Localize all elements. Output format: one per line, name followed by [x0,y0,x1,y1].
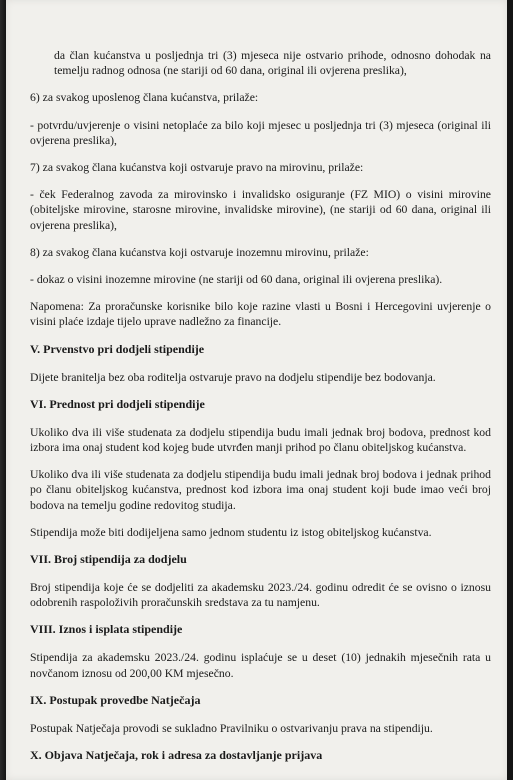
item-8-foreign-pension: 8) za svakog člana kućanstva koji ostvaruje inozemnu mirovinu, prilaže: [30,245,369,259]
item-8-foreign-pension-proof: - dokaz o visini inozemne mirovine (ne stariji od 60 dana, original ili ovjerena preslika). [30,273,443,287]
item-6-employed-member: 6) za svakog uposlenog člana kućanstva, prilaže: [30,91,259,105]
document-page [6,0,507,780]
paragraph-unemployed-member: da član kućanstva u posljednja tri (3) mjeseca nije ostvario prihode, odnosno dohodak na temelju radnog odnosa (ne stariji od 60 dana, original ili ovjerena preslika), [54,49,491,78]
paragraph-procedure: Postupak Natječaja provodi se sukladno Pravilniku o ostvarivanju prava na stipendiju. [30,721,433,735]
paragraph-amount: Stipendija za akademsku 2023./24. godinu isplaćuje se u deset (10) jednakih mjesečnih rata u novčanom iznosu od 200,00 KM mjesečno. [30,651,491,680]
paragraph-advantage-study-year: Ukoliko dva ili više studenata za dodjelu stipendija budu imali jednak broj bodova i jednak prihod po članu obiteljskog kućanstva, prednost kod izbora ima onaj student koji bude imao veći broj bodova na temelju godine redovitog studija. [30,468,491,512]
section-heading-advantage: VI. Prednost pri dodjeli stipendije [30,396,205,411]
item-7-pension-check: - ček Federalnog zavoda za mirovinsko i invalidsko osiguranje (FZ MIO) o visini mirovine (obiteljske mirovine, starosne mirovine, invalidske mirovine), (ne stariji od 60 dana, original ili ovjerena preslika), [30,188,491,232]
paragraph-priority: Dijete branitelja bez oba roditelja ostvaruje pravo na dodjelu stipendije bez bodovanja. [30,370,436,384]
item-6-salary-certificate: - potvrdu/uvjerenje o visini netoplaće za bilo koji mjesec u posljednja tri (3) mjeseca (original ili ovjerena preslika), [30,118,491,147]
note-budget-users: Napomena: Za proračunske korisnike bilo koje razine vlasti u Bosni i Hercegovini uvjerenje o visini plaće izdaje tijelo uprave nadležno za financije. [30,300,491,329]
section-heading-procedure: IX. Postupak provedbe Natječaja [30,692,201,707]
section-heading-priority: V. Prvenstvo pri dodjeli stipendije [30,341,205,356]
section-heading-number: VII. Broj stipendija za dodjelu [30,552,187,567]
section-heading-amount: VIII. Iznos i isplata stipendije [30,622,183,637]
paragraph-one-per-household: Stipendija može biti dodijeljena samo jednom studentu iz istog obiteljskog kućanstva. [30,525,432,539]
paragraph-number: Broj stipendija koje će se dodjeliti za akademsku 2023./24. godinu odredit će se ovisno o iznosu odobrenih raspoloživih proračunskih sredstava za tu namjenu. [30,581,491,610]
document-body [30,48,491,776]
paragraph-advantage-income: Ukoliko dva ili više studenata za dodjelu stipendija budu imali jednak broj bodova, prednost kod izbora ima onaj student kod kojeg bude utvrđen manji prihod po članu obiteljskog kućanstva. [30,425,491,455]
section-heading-publication: X. Objava Natječaja, rok i adresa za dostavljanje prijava [30,748,323,763]
item-7-pensioner-member: 7) za svakog člana kućanstva koji ostvaruje pravo na mirovinu, prilaže: [30,161,364,175]
